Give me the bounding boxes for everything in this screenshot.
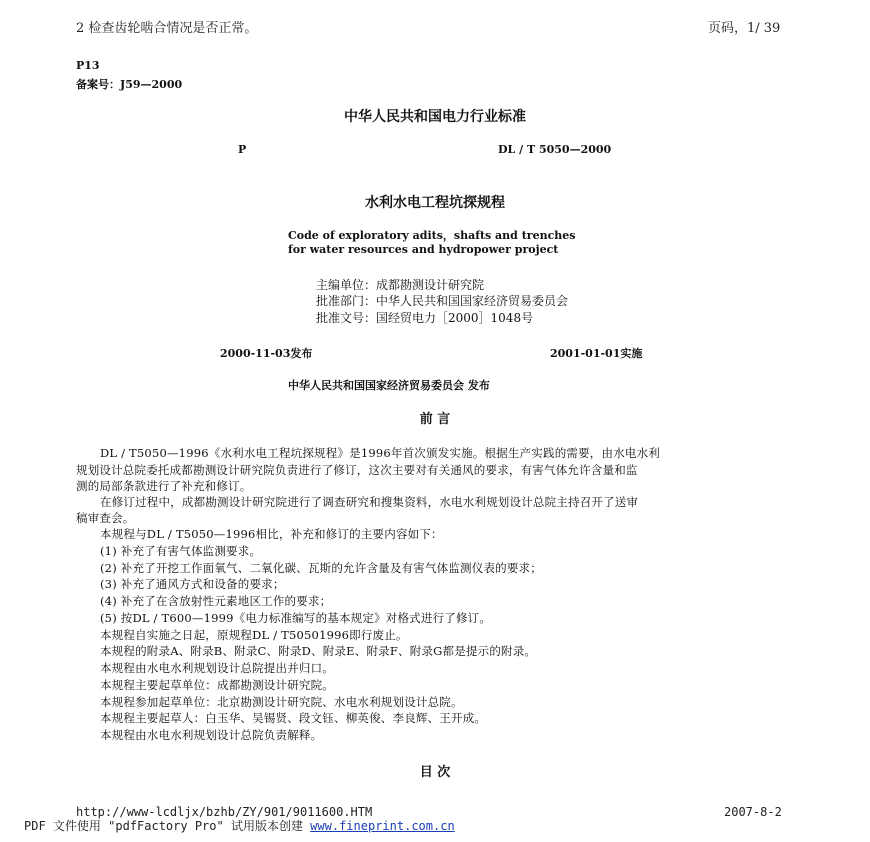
- preface-heading: 前 言: [419, 412, 451, 427]
- header-note: 2 检查齿轮啮合情况是否正常。: [76, 21, 258, 36]
- preface-line: 本规程由水电水利规划设计总院提出并归口。: [100, 661, 334, 675]
- standard-number: DL / T 5050—2000: [498, 143, 612, 156]
- fineprint-link[interactable]: www.fineprint.com.cn: [310, 819, 455, 833]
- approval-document: 批准文号：国经贸电力［2000］1048号: [316, 311, 534, 325]
- record-number: 备案号：J59—2000: [76, 78, 183, 91]
- org-title: 中华人民共和国电力行业标准: [344, 109, 526, 125]
- english-title-line-1: Code of exploratory adits，shafts and trenches: [288, 229, 576, 242]
- preface-line: (4) 补充了在含放射性元素地区工作的要求；: [100, 594, 332, 608]
- preface-line: 本规程主要起草人：白玉华、吴锡贤、段文钰、柳英俊、李良辉、王开成。: [100, 711, 487, 725]
- toc-heading: 目 次: [419, 765, 451, 780]
- preface-line: DL / T5050—1996《水利水电工程坑探规程》是1996年首次颁发实施。根据生产实践的需要，由水电水利: [100, 446, 661, 460]
- preface-line: 本规程由水电水利规划设计总院负责解释。: [100, 728, 323, 742]
- implementation-date: 2001-01-01实施: [550, 347, 643, 360]
- english-title-line-2: for water resources and hydropower project: [288, 243, 559, 256]
- issue-date: 2000-11-03发布: [220, 347, 313, 360]
- preface-line: 本规程参加起草单位：北京勘测设计研究院、水电水利规划设计总院。: [100, 695, 463, 709]
- editor-unit: 主编单位：成都勘测设计研究院: [316, 278, 485, 292]
- preface-line: 本规程与DL / T5050—1996相比，补充和修订的主要内容如下：: [100, 527, 443, 541]
- publisher: 中华人民共和国国家经济贸易委员会 发布: [288, 379, 490, 392]
- preface-line: (2) 补充了开挖工作面氧气、二氧化碳、瓦斯的允许含量及有害气体监测仪表的要求；: [100, 561, 542, 575]
- preface-line: 本规程自实施之日起，原规程DL / T50501996即行废止。: [100, 628, 408, 642]
- page-number: 页码，1/ 39: [708, 21, 781, 36]
- preface-line: 在修订过程中，成都勘测设计研究院进行了调查研究和搜集资料，水电水利规划设计总院主持召开了送审: [100, 495, 639, 509]
- preface-line: 本规程主要起草单位：成都勘测设计研究院。: [100, 678, 334, 692]
- class-letter: P: [238, 143, 247, 156]
- standard-code: P13: [76, 59, 100, 72]
- approval-department: 批准部门：中华人民共和国国家经济贸易委员会: [316, 294, 569, 308]
- document-title: 水利水电工程坑探规程: [365, 195, 505, 211]
- source-url: http://www-lcdljx/bzhb/ZY/901/9011600.HTM: [76, 805, 373, 819]
- preface-line: 本规程的附录A、附录B、附录C、附录D、附录E、附录F、附录G都是提示的附录。: [100, 644, 537, 658]
- preface-line: (1) 补充了有害气体监测要求。: [100, 544, 262, 558]
- pdf-note-text: PDF 文件使用 "pdfFactory Pro" 试用版本创建: [24, 819, 311, 833]
- preface-line: (5) 按DL / T600—1999《电力标准编写的基本规定》对格式进行了修订。: [100, 611, 492, 625]
- pdf-watermark-note: [24, 817, 455, 834]
- preface-line: 规划设计总院委托成都勘测设计研究院负责进行了修订，这次主要对有关通风的要求，有害气体允许含量和监: [76, 463, 638, 477]
- preface-line: 稿审查会。: [76, 511, 135, 525]
- preface-line: 测的局部条款进行了补充和修订。: [76, 479, 252, 493]
- preface-line: (3) 补充了通风方式和设备的要求；: [100, 577, 285, 591]
- print-date: 2007-8-2: [724, 805, 782, 819]
